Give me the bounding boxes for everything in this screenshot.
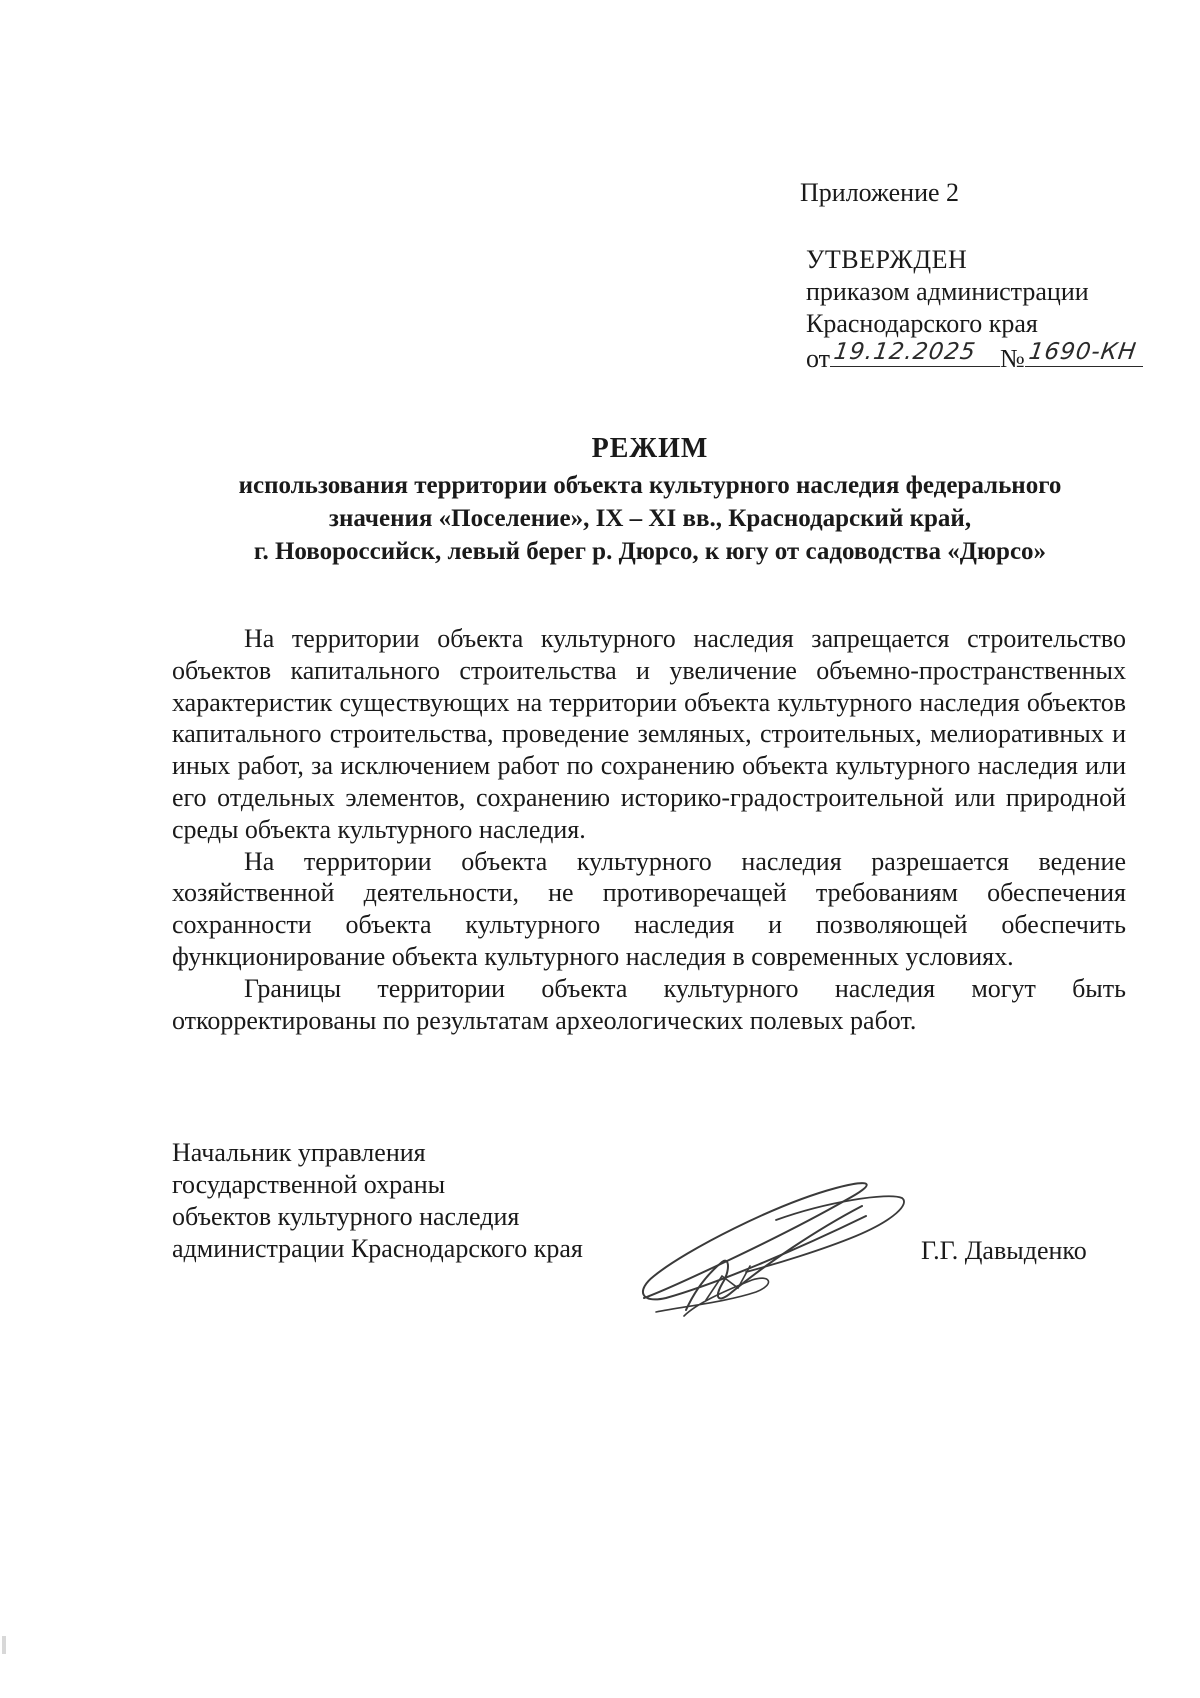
- handwritten-signature: [626, 1180, 916, 1320]
- body-paragraph-permissions: На территории объекта культурного наследия разрешается ведение хозяйственной деятельности, не противоречащей требованиям обеспечения сохранности объекта культурного наследия и позволяющей обеспечить функционирование объекта культурного наследия в современных условиях.: [172, 846, 1126, 971]
- signatory-name: Г.Г. Давыденко: [921, 1236, 1087, 1265]
- body-paragraph-prohibitions: На территории объекта культурного наследия запрещается строительство объектов капитального строительства и увеличение объемно-пространственных характеристик существующих на территории объекта культурного наследия объектов капитального строительства, проведение земляных, строительных, мелиоративных и иных работ, за исключением работ по сохранению объекта культурного наследия или его отдельных элементов, сохранению историко-градостроительной или природной среды объекта культурного наследия.: [172, 624, 1126, 844]
- handwritten-date: 19.12.2025: [832, 339, 978, 365]
- body-paragraph-boundaries: Границы территории объекта культурного наследия могут быть откорректированы по результатам археологических полевых работ.: [172, 973, 1126, 1035]
- signatory-position-line-4: администрации Краснодарского края: [172, 1234, 583, 1263]
- date-prefix: от: [806, 344, 831, 373]
- appendix-label: Приложение 2: [800, 178, 960, 207]
- approved-by-line-1: приказом администрации: [806, 277, 1089, 306]
- signatory-position-line-3: объектов культурного наследия: [172, 1202, 520, 1231]
- document-title-block: [150, 432, 1150, 568]
- date-blank: [830, 340, 1000, 367]
- order-date-number-line: [806, 340, 1143, 375]
- approved-stamp-text: УТВЕРЖДЕН: [806, 245, 968, 274]
- document-subtitle-line-1: использования территории объекта культурного наследия федерального: [238, 472, 1062, 499]
- signatory-position-line-2: государственной охраны: [172, 1170, 446, 1199]
- approved-by-line-2: Краснодарского края: [806, 309, 1038, 338]
- document-subtitle-line-2: значения «Поселение», IX – XI вв., Краснодарский край,: [328, 505, 972, 532]
- document-body: [172, 623, 1126, 1036]
- handwritten-number: 1690-КН: [1027, 339, 1139, 365]
- document-subtitle-line-3: г. Новороссийск, левый берег р. Дюрсо, к югу от садоводства «Дюрсо»: [253, 538, 1047, 565]
- scan-edge-mark: [2, 1636, 6, 1654]
- signatory-position: [172, 1137, 583, 1265]
- approval-block: [806, 244, 1143, 375]
- number-blank: [1025, 340, 1143, 367]
- signatory-position-line-1: Начальник управления: [172, 1138, 426, 1167]
- document-title: РЕЖИМ: [591, 433, 709, 464]
- number-prefix: №: [1000, 344, 1025, 373]
